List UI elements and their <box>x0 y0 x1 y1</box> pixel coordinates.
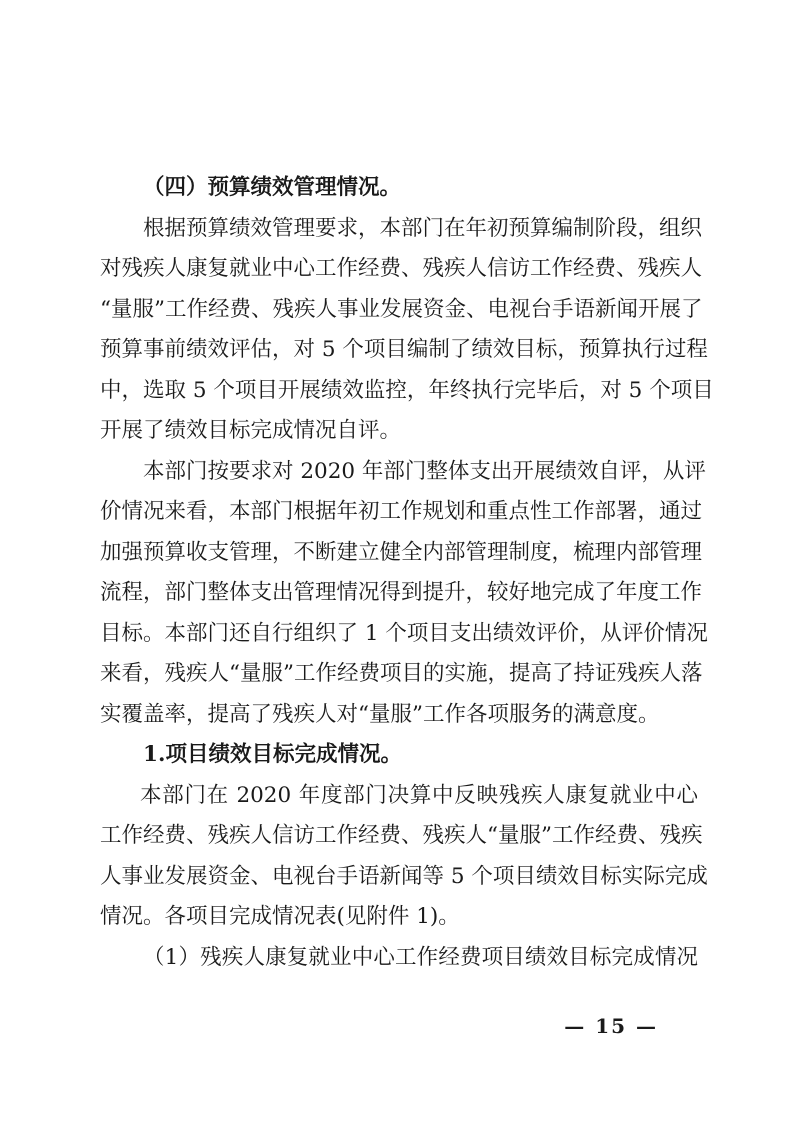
paragraph-line: 本部门在 2020 年度部门决算中反映残疾人康复就业中心 <box>140 782 698 808</box>
subheading-rehab-center: （1）残疾人康复就业中心工作经费项目绩效目标完成情况 <box>143 944 698 970</box>
paragraph-budget-requirements <box>100 209 714 452</box>
paragraph-line: 加强预算收支管理，不断建立健全内部管理制度，梳理内部管理 <box>100 539 703 565</box>
paragraph-line: 来看，残疾人“量服”工作经费项目的实施，提高了持证残疾人落 <box>100 661 703 686</box>
paragraph-line: 价情况来看，本部门根据年初工作规划和重点性工作部署，通过 <box>100 499 703 524</box>
paragraph-line: 本部门按要求对 2020 年部门整体支出开展绩效自评，从评 <box>143 458 706 484</box>
paragraph-line: 对残疾人康复就业中心工作经费、残疾人信访工作经费、残疾人 <box>100 256 703 281</box>
paragraph-line: 实覆盖率，提高了残疾人对“量服”工作各项服务的满意度。 <box>100 701 660 727</box>
body-text <box>100 168 714 978</box>
paragraph-line: 目标。本部门还自行组织了 1 个项目支出绩效评价，从评价情况 <box>100 620 708 646</box>
paragraph-line: 中，选取 5 个项目开展绩效监控，年终执行完毕后，对 5 个项目 <box>100 377 714 403</box>
paragraph-line: 情况。各项目完成情况表(见附件 1)。 <box>100 904 460 929</box>
paragraph-line: 根据预算绩效管理要求，本部门在年初预算编制阶段，组织 <box>143 215 703 241</box>
paragraph-line: 工作经费、残疾人信访工作经费、残疾人“量服”工作经费、残疾 <box>100 823 703 848</box>
paragraph-line: 开展了绩效目标完成情况自评。 <box>100 418 402 443</box>
page-number: — 15 — <box>564 1014 658 1038</box>
paragraph-line: 预算事前绩效评估，对 5 个项目编制了绩效目标，预算执行过程 <box>100 337 708 362</box>
section-heading: （四）预算绩效管理情况。 <box>143 175 402 200</box>
paragraph-project-list <box>100 776 708 938</box>
paragraph-line: 流程，部门整体支出管理情况得到提升，较好地完成了年度工作 <box>100 580 703 605</box>
paragraph-self-evaluation <box>100 452 708 736</box>
subheading-project-goals: 1.项目绩效目标完成情况。 <box>143 742 402 767</box>
paragraph-line: “量服”工作经费、残疾人事业发展资金、电视台手语新闻开展了 <box>100 296 703 322</box>
paragraph-line: 人事业发展资金、电视台手语新闻等 5 个项目绩效目标实际完成 <box>100 863 708 889</box>
